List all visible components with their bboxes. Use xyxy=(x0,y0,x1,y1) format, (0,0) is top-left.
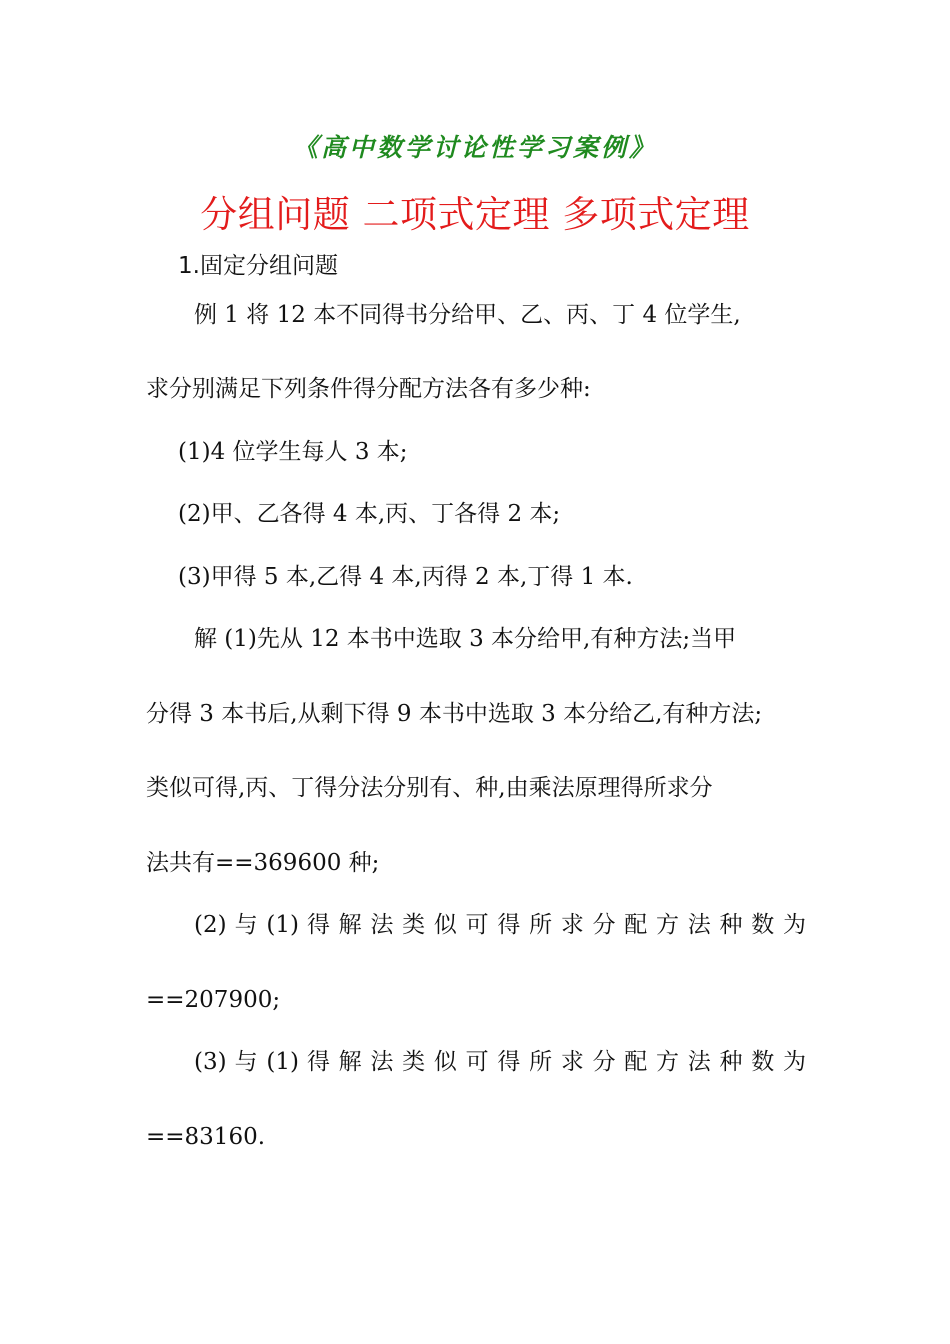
example-line-2: 求分别满足下列条件得分配方法各有多少种: xyxy=(146,376,591,402)
solution-part-3-result: ==83160. xyxy=(146,1124,266,1150)
solution-part-3: (3) 与 (1) 得 解 法 类 似 可 得 所 求 分 配 方 法 种 数 为 xyxy=(194,1049,806,1075)
condition-1: (1)4 位学生每人 3 本; xyxy=(178,439,408,465)
solution-line-2: 分得 3 本书后,从剩下得 9 本书中选取 3 本分给乙,有种方法; xyxy=(146,701,763,727)
example-line-1: 例 1 将 12 本不同得书分给甲、乙、丙、丁 4 位学生, xyxy=(194,302,741,328)
section-heading: 1.固定分组问题 xyxy=(178,253,338,279)
main-title: 分组问题 二项式定理 多项式定理 xyxy=(200,193,750,236)
solution-line-4: 法共有==369600 种; xyxy=(146,850,380,876)
series-title: 《高中数学讨论性学习案例》 xyxy=(292,133,657,162)
solution-part-2: (2) 与 (1) 得 解 法 类 似 可 得 所 求 分 配 方 法 种 数 为 xyxy=(194,912,806,938)
condition-3: (3)甲得 5 本,乙得 4 本,丙得 2 本,丁得 1 本. xyxy=(178,564,633,590)
solution-line-1: 解 (1)先从 12 本书中选取 3 本分给甲,有种方法;当甲 xyxy=(194,626,737,652)
solution-part-2-result: ==207900; xyxy=(146,987,281,1013)
solution-line-3: 类似可得,丙、丁得分法分别有、种,由乘法原理得所求分 xyxy=(146,775,713,801)
condition-2: (2)甲、乙各得 4 本,丙、丁各得 2 本; xyxy=(178,501,561,527)
